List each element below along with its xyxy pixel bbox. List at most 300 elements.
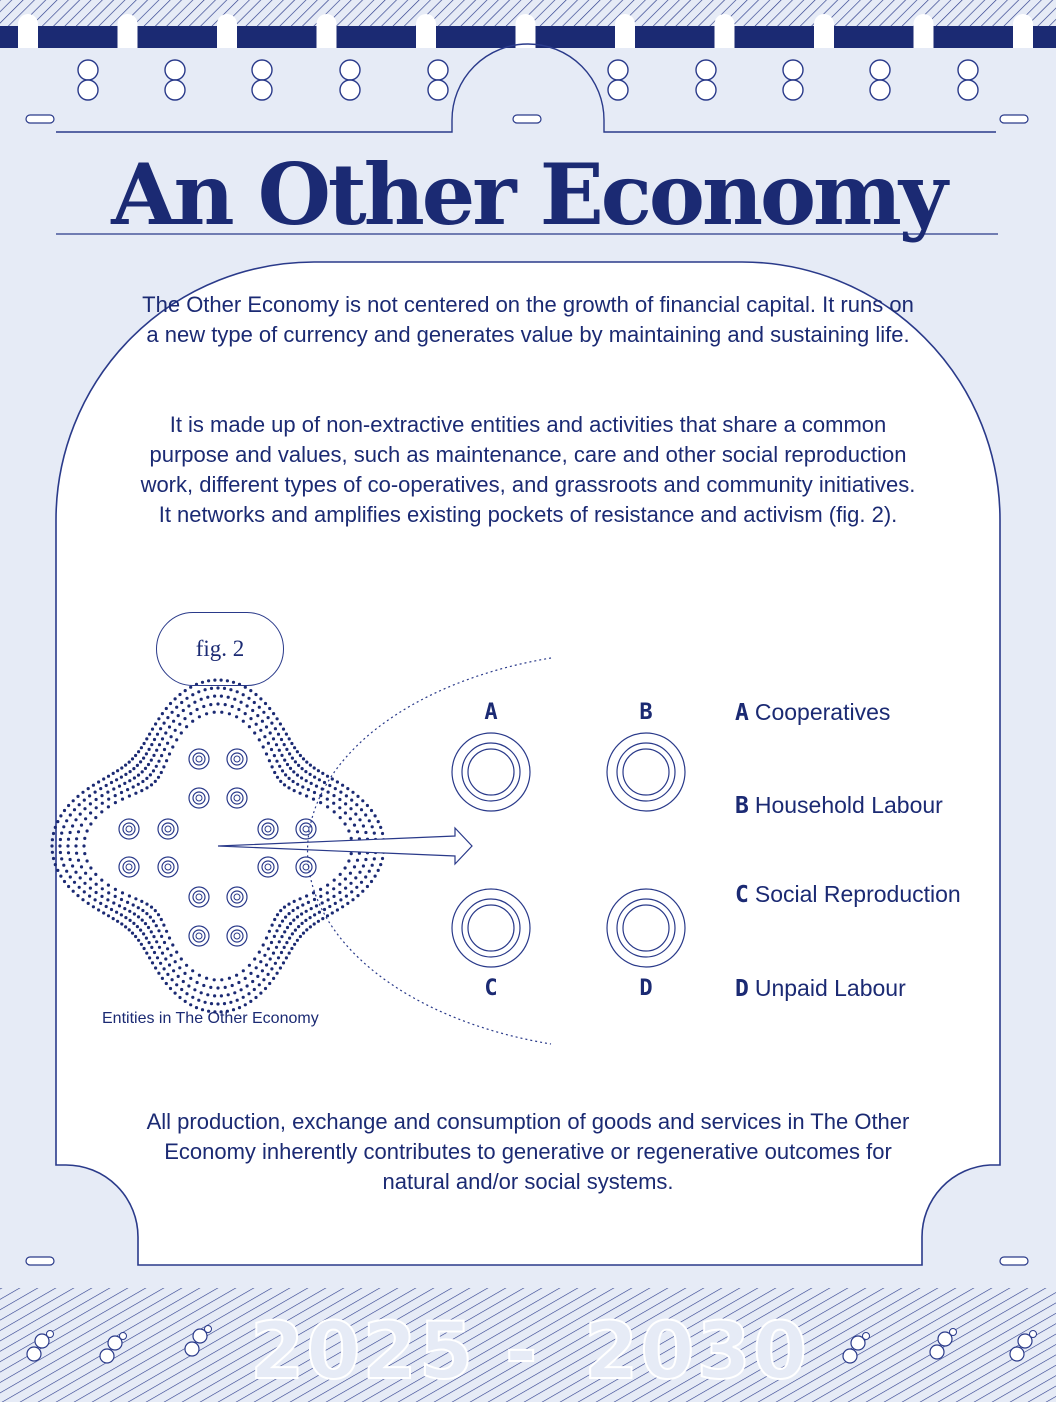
blob-dot xyxy=(227,696,230,699)
blob-dot xyxy=(84,872,87,875)
blob-dot xyxy=(244,686,247,689)
blob-dot xyxy=(344,877,347,880)
blob-dot xyxy=(309,925,312,928)
blob-dot xyxy=(279,780,282,783)
blob-dot xyxy=(134,792,137,795)
blob-dot xyxy=(54,826,57,829)
blob-dot xyxy=(246,984,249,987)
blob-dot xyxy=(366,804,369,807)
blob-dot xyxy=(258,983,261,986)
blob-dot xyxy=(263,735,266,738)
blob-dot xyxy=(183,717,186,720)
blob-dot xyxy=(283,906,286,909)
blob-dot xyxy=(164,957,167,960)
blob-dot xyxy=(171,943,174,946)
blob-dot xyxy=(150,743,153,746)
legend-item-c xyxy=(735,881,961,908)
blob-dot xyxy=(166,973,169,976)
blob-dot xyxy=(83,837,86,840)
blob-dot xyxy=(313,913,316,916)
blob-dot xyxy=(165,982,168,985)
blob-dot xyxy=(223,1002,226,1005)
blob-dot xyxy=(290,947,293,950)
blob-dot xyxy=(182,709,185,712)
blob-dot xyxy=(110,908,113,911)
blob-dot xyxy=(81,898,84,901)
blob-dot xyxy=(145,937,148,940)
blob-dot xyxy=(259,992,262,995)
blob-dot xyxy=(95,806,98,809)
blob-dot xyxy=(86,829,89,832)
blob-dot xyxy=(270,967,273,970)
blob-dot xyxy=(305,779,308,782)
blob-dot xyxy=(107,884,110,887)
blob-dot xyxy=(189,712,192,715)
blob-dot xyxy=(366,885,369,888)
blob-dot xyxy=(160,935,163,938)
blob-dot xyxy=(228,977,231,980)
blob-dot xyxy=(210,1002,213,1005)
blob-dot xyxy=(58,844,61,847)
blob-dot xyxy=(114,888,117,891)
blob-dot xyxy=(345,895,348,898)
blob-dot xyxy=(92,784,95,787)
blob-dot xyxy=(83,882,86,885)
blob-dot xyxy=(145,903,148,906)
blob-dot xyxy=(210,687,213,690)
node-label-b: B xyxy=(639,700,653,725)
blob-dot xyxy=(198,715,201,718)
blob-dot xyxy=(83,799,86,802)
blob-dot xyxy=(381,832,384,835)
blob-dot xyxy=(344,866,347,869)
blob-dot xyxy=(161,737,164,740)
blob-dot xyxy=(97,780,100,783)
blob-dot xyxy=(196,708,199,711)
blob-dot xyxy=(327,898,330,901)
blob-dot xyxy=(80,865,83,868)
blob-dot xyxy=(278,940,281,943)
blob-dot xyxy=(290,742,293,745)
blob-dot xyxy=(100,879,103,882)
blob-dot xyxy=(292,919,295,922)
blob-dot xyxy=(294,929,297,932)
blob-dot xyxy=(356,894,359,897)
blob-dot xyxy=(242,996,245,999)
blob-dot xyxy=(220,695,223,698)
blob-dot xyxy=(126,901,129,904)
blob-dot xyxy=(381,857,384,860)
blob-dot xyxy=(253,957,256,960)
legend-text: Cooperatives xyxy=(754,699,891,725)
blob-dot xyxy=(289,922,292,925)
blob-dot xyxy=(370,880,373,883)
blob-dot xyxy=(272,737,275,740)
blob-dot xyxy=(136,925,139,928)
blob-dot xyxy=(288,752,291,755)
blob-dot xyxy=(100,794,103,797)
blob-dot xyxy=(159,727,162,730)
blob-dot xyxy=(338,891,341,894)
blob-dot xyxy=(209,986,212,989)
blob-dot xyxy=(270,722,273,725)
blob-dot xyxy=(209,703,212,706)
blob-dot xyxy=(155,765,158,768)
blob-dot xyxy=(286,926,289,929)
blob-dot xyxy=(133,912,136,915)
year-separator: - xyxy=(505,1307,540,1397)
blob-dot xyxy=(315,785,318,788)
blob-dot xyxy=(107,775,110,778)
blob-dot xyxy=(87,787,90,790)
blob-dot xyxy=(270,941,273,944)
blob-dot xyxy=(223,687,226,690)
blob-dot xyxy=(220,711,223,714)
blob-dot xyxy=(285,748,288,751)
blob-dot xyxy=(101,887,104,890)
blob-dot xyxy=(120,913,123,916)
blob-dot xyxy=(137,783,140,786)
blob-dot xyxy=(278,765,281,768)
blob-dot xyxy=(76,795,79,798)
blob-dot xyxy=(145,737,148,740)
blob-dot xyxy=(236,999,239,1002)
blob-dot xyxy=(166,716,169,719)
blob-dot xyxy=(150,783,153,786)
blob-dot xyxy=(244,712,247,715)
blob-dot xyxy=(338,883,341,886)
blob-dot xyxy=(162,765,165,768)
blob-dot xyxy=(171,711,174,714)
blob-dot xyxy=(189,1003,192,1006)
blob-dot xyxy=(60,857,63,860)
blob-dot xyxy=(351,898,354,901)
blob-dot xyxy=(59,875,62,878)
node-ring-icon xyxy=(607,733,685,811)
blob-dot xyxy=(106,791,109,794)
blob-dot xyxy=(83,852,86,855)
blob-dot xyxy=(172,720,175,723)
blob-dot xyxy=(371,864,374,867)
blob-dot xyxy=(112,787,115,790)
blob-dot xyxy=(152,754,155,757)
blob-dot xyxy=(177,714,180,717)
blob-dot xyxy=(273,935,276,938)
blob-dot xyxy=(242,720,245,723)
blob-dot xyxy=(128,794,131,797)
blob-dot xyxy=(282,728,285,731)
blob-dot xyxy=(347,829,350,832)
blob-dot xyxy=(361,799,364,802)
blob-dot xyxy=(220,994,223,997)
blob-dot xyxy=(368,870,371,873)
blob-dot xyxy=(237,981,240,984)
blob-dot xyxy=(137,750,140,753)
node-ring-icon xyxy=(452,733,530,811)
blob-dot xyxy=(246,704,249,707)
legend-key: C xyxy=(735,882,749,908)
blob-dot xyxy=(115,911,118,914)
blob-dot xyxy=(370,809,373,812)
blob-dot xyxy=(361,890,364,893)
blob-dot xyxy=(224,703,227,706)
blob-dot xyxy=(233,698,236,701)
blob-dot xyxy=(350,799,353,802)
blob-dot xyxy=(118,785,121,788)
blob-dot xyxy=(54,863,57,866)
blob-dot xyxy=(151,728,154,731)
binding-tab xyxy=(914,14,934,48)
blob-dot xyxy=(112,917,115,920)
blob-dot xyxy=(126,788,129,791)
blob-dot xyxy=(309,916,312,919)
blob-dot xyxy=(154,722,157,725)
blob-dot xyxy=(285,733,288,736)
blob-dot xyxy=(297,764,300,767)
blob-dot xyxy=(292,780,295,783)
blob-dot xyxy=(71,824,74,827)
blob-dot xyxy=(283,743,286,746)
blob-dot xyxy=(344,887,347,890)
blob-dot xyxy=(307,788,310,791)
blob-dot xyxy=(155,940,158,943)
blob-dot xyxy=(318,911,321,914)
blob-dot xyxy=(114,895,117,898)
figure-label: fig. 2 xyxy=(156,612,284,686)
blob-dot xyxy=(197,999,200,1002)
blob-dot xyxy=(242,969,245,972)
blob-dot xyxy=(351,791,354,794)
blob-dot xyxy=(92,905,95,908)
blob-dot xyxy=(145,777,148,780)
blob-dot xyxy=(302,757,305,760)
blob-dot xyxy=(141,909,144,912)
ring-icon xyxy=(340,60,360,100)
blob-dot xyxy=(242,693,245,696)
blob-dot xyxy=(332,895,335,898)
blob-dot xyxy=(237,708,240,711)
blob-dot xyxy=(110,781,113,784)
blob-dot xyxy=(69,831,72,834)
blob-dot xyxy=(301,785,304,788)
blob-dot xyxy=(151,961,154,964)
blob-dot xyxy=(145,952,148,955)
blob-dot xyxy=(299,897,302,900)
blob-dot xyxy=(213,978,216,981)
blob-dot xyxy=(309,764,312,767)
blob-dot xyxy=(294,760,297,763)
blob-dot xyxy=(178,966,181,969)
blob-dot xyxy=(156,733,159,736)
blob-dot xyxy=(346,787,349,790)
blob-dot xyxy=(247,697,250,700)
blob-dot xyxy=(145,912,148,915)
legend-key: B xyxy=(735,793,749,819)
blob-dot xyxy=(89,811,92,814)
blob-dot xyxy=(341,784,344,787)
blob-dot xyxy=(279,722,282,725)
blob-dot xyxy=(153,951,156,954)
blob-dot xyxy=(120,776,123,779)
blob-dot xyxy=(253,701,256,704)
blob-dot xyxy=(175,951,178,954)
blob-dot xyxy=(137,915,140,918)
node-ring-icon xyxy=(607,889,685,967)
blob-dot xyxy=(321,772,324,775)
blob-dot xyxy=(216,986,219,989)
blob-dot xyxy=(288,737,291,740)
blob-dot xyxy=(293,900,296,903)
blob-dot xyxy=(124,764,127,767)
blob-dot xyxy=(76,894,79,897)
blob-dot xyxy=(175,738,178,741)
blob-dot xyxy=(161,712,164,715)
blob-dot xyxy=(235,974,238,977)
blob-dot xyxy=(99,787,102,790)
blob-dot xyxy=(285,941,288,944)
blob-dot xyxy=(299,935,302,938)
blob-dot xyxy=(323,781,326,784)
blob-dot xyxy=(132,903,135,906)
binding-tab xyxy=(416,14,436,48)
blob-dot xyxy=(154,909,157,912)
blob-dot xyxy=(59,814,62,817)
blob-dot xyxy=(274,962,277,965)
blob-dot xyxy=(80,824,83,827)
blob-dot xyxy=(128,779,131,782)
blob-dot xyxy=(156,956,159,959)
ring-icon xyxy=(78,60,98,100)
blob-dot xyxy=(142,932,145,935)
blob-dot xyxy=(276,972,279,975)
blob-dot xyxy=(262,711,265,714)
blob-dot xyxy=(296,750,299,753)
blob-dot xyxy=(148,733,151,736)
page-title: An Other Economy xyxy=(111,145,945,244)
blob-dot xyxy=(200,991,203,994)
blob-dot xyxy=(143,742,146,745)
blob-dot xyxy=(168,725,171,728)
blob-dot xyxy=(301,767,304,770)
blob-dot xyxy=(238,1006,241,1009)
legend-text: Social Reproduction xyxy=(754,881,961,907)
blob-dot xyxy=(123,907,126,910)
blob-dot xyxy=(148,941,151,944)
blob-dot xyxy=(269,731,272,734)
blob-dot xyxy=(145,752,148,755)
blob-dot xyxy=(312,798,315,801)
blob-dot xyxy=(89,822,92,825)
blob-dot xyxy=(287,903,290,906)
blob-dot xyxy=(304,919,307,922)
blob-dot xyxy=(157,776,160,779)
blob-dot xyxy=(73,881,76,884)
blob-dot xyxy=(354,813,357,816)
blob-dot xyxy=(268,930,271,933)
blob-dot xyxy=(140,746,143,749)
blob-dot xyxy=(262,978,265,981)
blob-dot xyxy=(249,689,252,692)
blob-dot xyxy=(299,792,302,795)
blob-dot xyxy=(59,851,62,854)
blob-dot xyxy=(149,916,152,919)
blob-dot xyxy=(339,898,342,901)
blob-dot xyxy=(116,920,119,923)
blob-dot xyxy=(185,697,188,700)
blob-dot xyxy=(185,992,188,995)
blob-dot xyxy=(331,911,334,914)
blob-dot xyxy=(174,992,177,995)
blob-dot xyxy=(160,754,163,757)
blob-dot xyxy=(116,769,119,772)
blob-dot xyxy=(139,929,142,932)
blob-dot xyxy=(52,857,55,860)
blob-dot xyxy=(65,870,68,873)
blob-dot xyxy=(142,757,145,760)
blob-dot xyxy=(144,767,147,770)
blob-dot xyxy=(137,774,140,777)
blob-dot xyxy=(364,831,367,834)
blob-dot xyxy=(120,898,123,901)
blob-dot xyxy=(313,791,316,794)
blob-dot xyxy=(56,820,59,823)
blob-dot xyxy=(265,725,268,728)
blob-dot xyxy=(310,907,313,910)
blob-dot xyxy=(124,916,127,919)
blob-dot xyxy=(235,715,238,718)
blob-dot xyxy=(307,901,310,904)
blob-dot xyxy=(305,928,308,931)
blob-dot xyxy=(313,776,316,779)
blob-dot xyxy=(178,693,181,696)
blob-dot xyxy=(349,872,352,875)
blob-dot xyxy=(265,936,268,939)
blob-dot xyxy=(204,1001,207,1004)
blob-dot xyxy=(89,802,92,805)
blob-dot xyxy=(339,791,342,794)
blob-dot xyxy=(157,760,160,763)
blob-dot xyxy=(159,962,162,965)
blob-dot xyxy=(287,786,290,789)
binding-tab xyxy=(814,14,834,48)
blob-dot xyxy=(165,759,168,762)
blob-dot xyxy=(231,705,234,708)
blob-dot xyxy=(180,988,183,991)
blob-dot xyxy=(200,698,203,701)
blob-dot xyxy=(94,791,97,794)
blob-dot xyxy=(276,913,279,916)
ring-icon xyxy=(783,60,803,100)
blob-dot xyxy=(377,869,380,872)
blob-dot xyxy=(272,952,275,955)
blob-dot xyxy=(67,838,70,841)
blob-dot xyxy=(262,943,265,946)
blob-dot xyxy=(371,825,374,828)
blob-dot xyxy=(140,943,143,946)
blob-dot xyxy=(349,882,352,885)
blob-dot xyxy=(83,807,86,810)
blob-dot xyxy=(339,816,342,819)
blob-dot xyxy=(334,787,337,790)
blob-dot xyxy=(358,871,361,874)
node-label-a: A xyxy=(484,700,498,725)
blob-dot xyxy=(315,904,318,907)
binding-tab xyxy=(615,14,635,48)
blob-dot xyxy=(75,852,78,855)
blob-dot xyxy=(262,745,265,748)
blob-dot xyxy=(121,798,124,801)
blob-dot xyxy=(161,977,164,980)
